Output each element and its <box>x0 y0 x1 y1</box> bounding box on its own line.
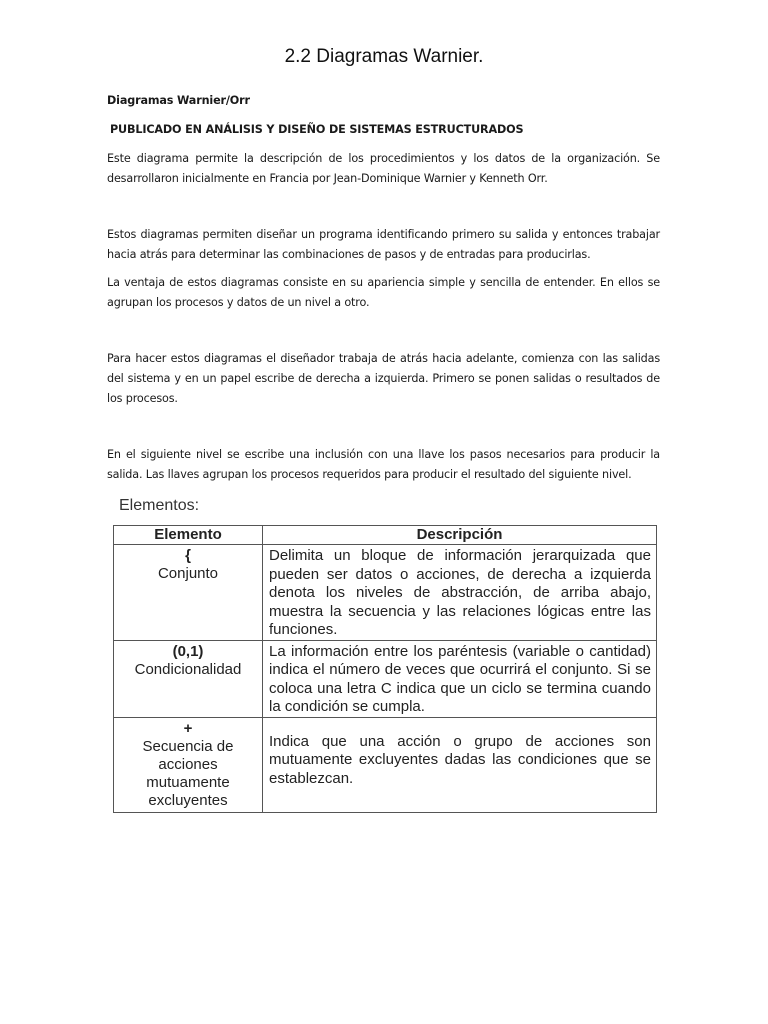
description-cell: La información entre los paréntesis (variable o cantidad) indica el número de veces que ocurrirá el conjunto. Si se coloca una letra C indica que un ciclo se termina cuando la condición se cumpla. <box>263 640 657 717</box>
element-name: Secuencia de acciones mutuamente excluyentes <box>142 737 234 809</box>
section-heading: Diagramas Warnier/Orr <box>107 94 250 107</box>
paragraph-1: Este diagrama permite la descripción de los procedimientos y los datos de la organización. Se desarrollaron inicialmente en Francia por Jean-Dominique Warnier y Kenneth Orr. <box>107 152 660 185</box>
paragraph-5: En el siguiente nivel se escribe una inclusión con una llave los pasos necesarios para producir la salida. Las llaves agrupan los procesos requeridos para producir el resultado del siguiente nivel. <box>107 448 660 481</box>
element-cell <box>114 717 263 812</box>
table-caption: Elementos: <box>119 497 200 514</box>
element-name: Conjunto <box>157 565 219 582</box>
paragraph-3: La ventaja de estos diagramas consiste en su apariencia simple y sencilla de entender. En ellos se agrupan los procesos y datos de un nivel a otro. <box>107 276 660 309</box>
element-symbol: { <box>185 547 191 564</box>
page-title: 2.2 Diagramas Warnier. <box>284 46 484 67</box>
paragraph-4: Para hacer estos diagramas el diseñador trabaja de atrás hacia adelante, comienza con las salidas del sistema y en un papel escribe de derecha a izquierda. Primero se ponen salidas o resultados de los procesos. <box>107 352 660 405</box>
description-cell: Delimita un bloque de información jerarquizada que pueden ser datos o acciones, de derecha a izquierda denota los niveles de abstracción, de arriba abajo, muestra la secuencia y las relaciones lógicas entre las funciones. <box>263 545 657 641</box>
column-header-descripcion: Descripción <box>263 526 657 545</box>
element-cell <box>114 545 263 641</box>
table-row <box>114 640 657 717</box>
element-cell <box>114 640 263 717</box>
element-symbol: + <box>183 719 193 737</box>
column-header-elemento: Elemento <box>114 526 263 545</box>
paragraph-2: Estos diagramas permiten diseñar un programa identificando primero su salida y entonces trabajar hacia atrás para determinar las combinaciones de pasos y de entradas para producirlas. <box>107 228 660 261</box>
table-header-row <box>114 526 657 545</box>
description-cell: Indica que una acción o grupo de acciones son mutuamente excluyentes dadas las condiciones que se establezcan. <box>263 717 657 812</box>
publication-subheading: PUBLICADO EN ANÁLISIS Y DISEÑO DE SISTEMAS ESTRUCTURADOS <box>110 123 524 136</box>
table-row <box>114 545 657 641</box>
element-name: Condicionalidad <box>134 660 242 678</box>
elements-table <box>113 525 657 813</box>
table-row <box>114 717 657 812</box>
element-symbol: (0,1) <box>172 642 204 660</box>
